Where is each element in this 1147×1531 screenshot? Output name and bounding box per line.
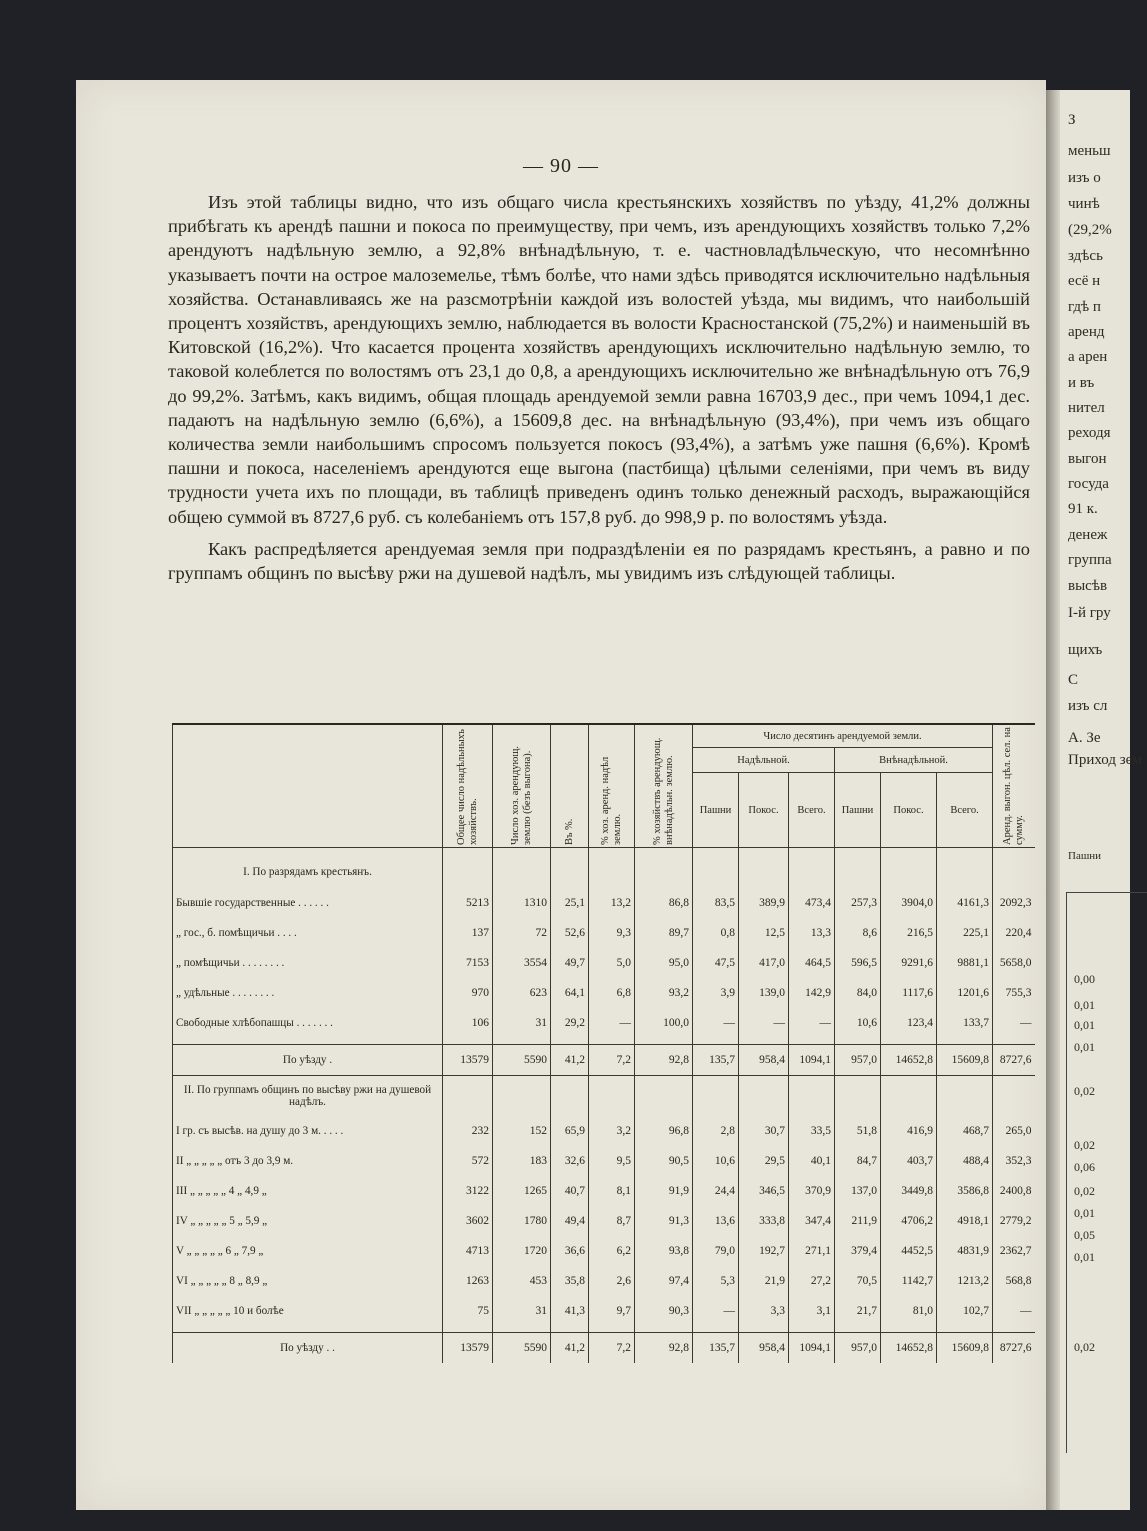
table-cell: 958,4 — [739, 1045, 789, 1076]
section-title-row — [173, 1076, 1035, 1117]
next-page-text-fragment: А. Зе — [1068, 730, 1101, 746]
table-cell: 370,9 — [789, 1176, 835, 1206]
row-label: „ помѣщичьи . . . . . . . . — [173, 948, 443, 978]
table-cell: 352,3 — [993, 1146, 1035, 1176]
table-row — [173, 918, 1035, 948]
table-cell: 7,2 — [589, 1045, 635, 1076]
table-cell: 1094,1 — [789, 1045, 835, 1076]
header-renting-households: Число хоз. арендующ. землю (безъ выгона). — [509, 745, 533, 845]
section-title-row — [173, 856, 1035, 888]
table-cell: 958,4 — [739, 1333, 789, 1364]
table-cell: 9,7 — [589, 1296, 635, 1326]
table-cell: 8727,6 — [993, 1045, 1035, 1076]
label-header-cell — [173, 724, 443, 848]
table-cell: 29,5 — [739, 1146, 789, 1176]
table-cell: 84,0 — [835, 978, 881, 1008]
table-cell: 3586,8 — [937, 1176, 993, 1206]
table-cell: 65,9 — [551, 1116, 589, 1146]
table-cell: 51,8 — [835, 1116, 881, 1146]
table-cell: 91,3 — [635, 1206, 693, 1236]
next-page-number: 0,01 — [1074, 1250, 1095, 1264]
header-pasture-rent: Аренд. выгон. цѣл. сел. на сумму. — [1001, 727, 1025, 845]
table-cell: 152 — [493, 1116, 551, 1146]
table-cell: 211,9 — [835, 1206, 881, 1236]
table-cell: 8,1 — [589, 1176, 635, 1206]
table-cell: 102,7 — [937, 1296, 993, 1326]
table-row — [173, 1266, 1035, 1296]
book-page — [76, 80, 1046, 1510]
table-cell: 92,8 — [635, 1333, 693, 1364]
table-cell: 3,9 — [693, 978, 739, 1008]
table-cell: 1142,7 — [881, 1266, 937, 1296]
table-cell: 90,5 — [635, 1146, 693, 1176]
table-cell: 10,6 — [693, 1146, 739, 1176]
table-cell: 93,8 — [635, 1236, 693, 1266]
table-cell: 1263 — [443, 1266, 493, 1296]
table-cell: 90,3 — [635, 1296, 693, 1326]
table-cell: 2779,2 — [993, 1206, 1035, 1236]
table-cell: 379,4 — [835, 1236, 881, 1266]
table-cell: 257,3 — [835, 888, 881, 918]
table-cell: 64,1 — [551, 978, 589, 1008]
table-cell: 4452,5 — [881, 1236, 937, 1266]
table-cell: 623 — [493, 978, 551, 1008]
table-row — [173, 978, 1035, 1008]
table-cell: 225,1 — [937, 918, 993, 948]
paragraph: Изъ этой таблицы видно, что изъ общаго числа крестьянскихъ хозяйствъ по уѣзду, 41,2% должны прибѣгать къ арендѣ пашни и покоса по преимуществу, при чемъ, изъ арендующихъ хозяйствъ только 7,2% арендуютъ надѣльную землю, а 92,8% внѣнадѣльную, т. е. частновладѣльческую, что несомнѣнно указываетъ почти на острое малоземелье, тѣмъ болѣе, что нами здѣсь приводятся исключительно надѣльныя хозяйства. Останавливаясь же на разсмотрѣніи каждой изъ волостей уѣзда, мы видимъ, что наибольшій процентъ хозяйствъ, арендующихъ землю, наблюдается въ волости Красностанской (75,2%) и наименьшій въ Китовской (16,2%). Что касается процента хозяйствъ арендующихъ исключительно надѣльную землю, то таковой колеблется по волостямъ отъ 23,1 до 0,8, а арендующихъ исключительно же внѣнадѣльную отъ 76,9 до 99,2%. Затѣмъ, какъ видимъ, общая площадь арендуемой земли равна 16703,9 дес., при чемъ 1094,1 дес. падаютъ на надѣльную землю (6,6%), а 15609,8 дес. на внѣнадѣльную (93,4%), при чемъ изъ общаго количества земли наибольшимъ спросомъ пользуется покосъ (93,4%), а затѣмъ уже пашня (6,6%). Кромѣ пашни и покоса, населеніемъ арендуются еще выгона (пастбища) цѣлыми селеніями, при чемъ въ виду трудности учета ихъ по площади, въ таблицѣ приведенъ одинъ только денежный расходъ, выражающійся общею суммой въ 8727,6 руб. съ колебаніемъ отъ 157,8 руб. до 998,9 р. по волостямъ уѣзда. — [168, 192, 1030, 527]
table-row — [173, 1116, 1035, 1146]
table-cell: 139,0 — [739, 978, 789, 1008]
header-pokos: Покос. — [881, 773, 937, 848]
table-cell: 13,6 — [693, 1206, 739, 1236]
next-page-text-fragment: (29,2% — [1068, 222, 1112, 238]
spacer-row — [173, 848, 1035, 857]
table-cell: 5658,0 — [993, 948, 1035, 978]
table-cell: 72 — [493, 918, 551, 948]
row-label: „ удѣльные . . . . . . . . — [173, 978, 443, 1008]
table-cell: 5,0 — [589, 948, 635, 978]
table-cell: 453 — [493, 1266, 551, 1296]
table-cell: 13,3 — [789, 918, 835, 948]
table-row — [173, 1045, 1035, 1076]
book-spine — [1046, 90, 1060, 1510]
table-cell: — — [693, 1008, 739, 1038]
table-cell: 1310 — [493, 888, 551, 918]
next-page-text-fragment: щихъ — [1068, 642, 1103, 658]
table-cell: 135,7 — [693, 1333, 739, 1364]
table-cell: 49,7 — [551, 948, 589, 978]
next-page-text-fragment: С — [1068, 672, 1079, 688]
table-cell: 29,2 — [551, 1008, 589, 1038]
next-page-number: 0,02 — [1074, 1340, 1095, 1354]
row-label: По уѣзду . — [173, 1045, 443, 1076]
table-cell: 9,5 — [589, 1146, 635, 1176]
header-total-households: Общее число надѣльныхъ хозяйствъ. — [455, 729, 479, 845]
table-cell: 79,0 — [693, 1236, 739, 1266]
next-page-edge — [1060, 90, 1142, 1510]
table-cell: 47,5 — [693, 948, 739, 978]
table-cell: 35,8 — [551, 1266, 589, 1296]
statistics-table — [172, 723, 1034, 1433]
table-cell: 5213 — [443, 888, 493, 918]
header-vnenadel: Внѣнадѣльной. — [835, 748, 993, 773]
next-page-text-fragment: З — [1068, 112, 1076, 128]
table-cell: 21,9 — [739, 1266, 789, 1296]
table-cell: 4918,1 — [937, 1206, 993, 1236]
next-page-text-fragment: І-й гру — [1068, 605, 1111, 621]
table-cell: 347,4 — [789, 1206, 835, 1236]
header-desyatin-group: Число десятинъ арендуемой земли. — [693, 724, 993, 748]
next-page-text-fragment: нител — [1068, 400, 1105, 416]
table-cell: 2362,7 — [993, 1236, 1035, 1266]
table-cell: — — [693, 1296, 739, 1326]
next-page-text-fragment: здѣсь — [1068, 248, 1103, 264]
table-cell: 30,7 — [739, 1116, 789, 1146]
next-page-text-fragment: выгон — [1068, 451, 1107, 467]
row-label: Свободные хлѣбопашцы . . . . . . . — [173, 1008, 443, 1038]
next-page-text-fragment: меньш — [1068, 143, 1111, 159]
table-cell: 36,6 — [551, 1236, 589, 1266]
table-cell: 12,5 — [739, 918, 789, 948]
table-cell: 3,3 — [739, 1296, 789, 1326]
table-cell: 41,2 — [551, 1333, 589, 1364]
next-page-text-fragment: группа — [1068, 552, 1112, 568]
row-label: VII „ „ „ „ „ 10 и болѣе — [173, 1296, 443, 1326]
next-page-number: 0,01 — [1074, 998, 1095, 1012]
table-cell: 133,7 — [937, 1008, 993, 1038]
table-cell: 142,9 — [789, 978, 835, 1008]
table-cell: 92,8 — [635, 1045, 693, 1076]
table-cell: 106 — [443, 1008, 493, 1038]
table-cell: 15609,8 — [937, 1045, 993, 1076]
table-cell: 5590 — [493, 1045, 551, 1076]
table-row — [173, 948, 1035, 978]
table-cell: 2,8 — [693, 1116, 739, 1146]
table-cell: 31 — [493, 1008, 551, 1038]
next-page-text-fragment: чинѣ — [1068, 196, 1100, 212]
header-vsego: Всего. — [937, 773, 993, 848]
table-cell: 7,2 — [589, 1333, 635, 1364]
table-cell: 468,7 — [937, 1116, 993, 1146]
table-row — [173, 1206, 1035, 1236]
table-cell: 3554 — [493, 948, 551, 978]
table-cell: 83,5 — [693, 888, 739, 918]
table-cell: 3,2 — [589, 1116, 635, 1146]
next-page-number: 0,05 — [1074, 1228, 1095, 1242]
table-cell: 271,1 — [789, 1236, 835, 1266]
table-cell: 14652,8 — [881, 1045, 937, 1076]
table-cell: — — [993, 1296, 1035, 1326]
table-cell: 3,1 — [789, 1296, 835, 1326]
next-page-number: 0,02 — [1074, 1184, 1095, 1198]
table-cell: 3904,0 — [881, 888, 937, 918]
table-cell: 9291,6 — [881, 948, 937, 978]
table-cell: 6,8 — [589, 978, 635, 1008]
table-cell: 135,7 — [693, 1045, 739, 1076]
next-page-text-fragment: есё н — [1068, 273, 1101, 289]
table-cell: 137 — [443, 918, 493, 948]
table-cell: 389,9 — [739, 888, 789, 918]
row-label: IV „ „ „ „ „ 5 „ 5,9 „ — [173, 1206, 443, 1236]
table-cell: 755,3 — [993, 978, 1035, 1008]
row-label: „ гос., б. помѣщичьи . . . . — [173, 918, 443, 948]
table-cell: 13579 — [443, 1045, 493, 1076]
next-page-text-fragment: изъ сл — [1068, 698, 1108, 714]
section-title: II. По группамъ общинъ по высѣву ржи на душевой надѣлъ. — [173, 1076, 443, 1117]
table-cell: 95,0 — [635, 948, 693, 978]
table-cell: 1265 — [493, 1176, 551, 1206]
table-cell: 220,4 — [993, 918, 1035, 948]
table-cell: 96,8 — [635, 1116, 693, 1146]
header-pokos: Покос. — [739, 773, 789, 848]
table-cell: 15609,8 — [937, 1333, 993, 1364]
table-row — [173, 1296, 1035, 1326]
table-cell: 10,6 — [835, 1008, 881, 1038]
table-cell: 4713 — [443, 1236, 493, 1266]
table-cell: 417,0 — [739, 948, 789, 978]
table-cell: 41,3 — [551, 1296, 589, 1326]
header-pct-vnenadel: % хозяйствъ арендующ. внѣнадѣльн. землю. — [651, 737, 675, 845]
table-cell: 40,7 — [551, 1176, 589, 1206]
table-cell: 568,8 — [993, 1266, 1035, 1296]
table-cell: 216,5 — [881, 918, 937, 948]
table-cell: 84,7 — [835, 1146, 881, 1176]
table-cell: 8727,6 — [993, 1333, 1035, 1364]
table-cell: 24,4 — [693, 1176, 739, 1206]
table-cell: 32,6 — [551, 1146, 589, 1176]
table-cell: 9881,1 — [937, 948, 993, 978]
table-cell: 8,6 — [835, 918, 881, 948]
table-cell: 1117,6 — [881, 978, 937, 1008]
row-label: V „ „ „ „ „ 6 „ 7,9 „ — [173, 1236, 443, 1266]
table-cell: 4831,9 — [937, 1236, 993, 1266]
next-page-text-fragment: изъ о — [1068, 170, 1101, 186]
next-page-text-fragment: гдѣ п — [1068, 299, 1101, 315]
table-cell: 81,0 — [881, 1296, 937, 1326]
table-cell: 346,5 — [739, 1176, 789, 1206]
table-cell: 488,4 — [937, 1146, 993, 1176]
table-cell: — — [789, 1008, 835, 1038]
table-cell: 49,4 — [551, 1206, 589, 1236]
header-pashni: Пашни — [693, 773, 739, 848]
row-label: По уѣзду . . — [173, 1333, 443, 1364]
table-cell: 89,7 — [635, 918, 693, 948]
table-cell: 6,2 — [589, 1236, 635, 1266]
table-cell: 1094,1 — [789, 1333, 835, 1364]
paragraph: Какъ распредѣляется арендуемая земля при подраздѣленіи ея по разрядамъ крестьянъ, а равно и по группамъ общинъ по высѣву ржи на душевой надѣлъ, мы увидимъ изъ слѣдующей таблицы. — [168, 538, 1030, 584]
table-cell: 41,2 — [551, 1045, 589, 1076]
next-page-text-fragment: и въ — [1068, 375, 1095, 391]
table-cell: 403,7 — [881, 1146, 937, 1176]
table-cell: — — [739, 1008, 789, 1038]
table-row — [173, 1333, 1035, 1364]
next-page-text-fragment: высѣв — [1068, 578, 1108, 594]
table-cell: 4161,3 — [937, 888, 993, 918]
table-cell: 137,0 — [835, 1176, 881, 1206]
table-cell: 416,9 — [881, 1116, 937, 1146]
row-label: II „ „ „ „ „ отъ 3 до 3,9 м. — [173, 1146, 443, 1176]
next-page-text-fragment: Пашни — [1068, 850, 1102, 862]
next-page-text-fragment: денеж — [1068, 527, 1108, 543]
table-cell: 25,1 — [551, 888, 589, 918]
table-cell: 596,5 — [835, 948, 881, 978]
table-cell: 572 — [443, 1146, 493, 1176]
table-cell: 27,2 — [789, 1266, 835, 1296]
table-cell: 473,4 — [789, 888, 835, 918]
table-cell: 8,7 — [589, 1206, 635, 1236]
next-page-number: 0,01 — [1074, 1040, 1095, 1054]
body-text — [168, 190, 1030, 585]
table-cell: 4706,2 — [881, 1206, 937, 1236]
table-cell: 93,2 — [635, 978, 693, 1008]
header-nadel: Надѣльной. — [693, 748, 835, 773]
table-cell: 183 — [493, 1146, 551, 1176]
table-row — [173, 1008, 1035, 1038]
next-page-number: 0,06 — [1074, 1160, 1095, 1174]
table-cell: 3602 — [443, 1206, 493, 1236]
next-page-text-fragment: аренд — [1068, 324, 1105, 340]
row-label: III „ „ „ „ „ 4 „ 4,9 „ — [173, 1176, 443, 1206]
table-cell: 232 — [443, 1116, 493, 1146]
table-row — [173, 888, 1035, 918]
header-percent: Въ %. — [563, 818, 575, 845]
table-cell: 33,5 — [789, 1116, 835, 1146]
table-cell: 14652,8 — [881, 1333, 937, 1364]
row-label: Бывшіе государственные . . . . . . — [173, 888, 443, 918]
table-row — [173, 1236, 1035, 1266]
table-cell: 40,1 — [789, 1146, 835, 1176]
table-cell: 1780 — [493, 1206, 551, 1236]
table-cell: 52,6 — [551, 918, 589, 948]
header-pct-nadel: % хоз. аренд. надѣл землю. — [599, 756, 623, 845]
next-page-number: 0,01 — [1074, 1018, 1095, 1032]
table-cell: 70,5 — [835, 1266, 881, 1296]
table-cell: 91,9 — [635, 1176, 693, 1206]
next-page-text-fragment: Приход зем — [1068, 752, 1142, 768]
next-page-number: 0,00 — [1074, 972, 1095, 986]
table-cell: 123,4 — [881, 1008, 937, 1038]
header-vsego: Всего. — [789, 773, 835, 848]
table-cell: 2092,3 — [993, 888, 1035, 918]
table-cell: — — [993, 1008, 1035, 1038]
table-cell: 21,7 — [835, 1296, 881, 1326]
table-cell: 265,0 — [993, 1116, 1035, 1146]
table-row — [173, 1176, 1035, 1206]
table-cell: 333,8 — [739, 1206, 789, 1236]
table-cell: 957,0 — [835, 1045, 881, 1076]
section-title: I. По разрядамъ крестьянъ. — [173, 856, 443, 888]
next-page-text-fragment: госуда — [1068, 476, 1109, 492]
table-cell: 7153 — [443, 948, 493, 978]
header-pashni: Пашни — [835, 773, 881, 848]
table-cell: 2400,8 — [993, 1176, 1035, 1206]
table-cell: 9,3 — [589, 918, 635, 948]
table-cell: 192,7 — [739, 1236, 789, 1266]
table-cell: 13579 — [443, 1333, 493, 1364]
table-cell: 97,4 — [635, 1266, 693, 1296]
table-cell: 5590 — [493, 1333, 551, 1364]
table-cell: 3122 — [443, 1176, 493, 1206]
table-cell: 5,3 — [693, 1266, 739, 1296]
table-cell: 957,0 — [835, 1333, 881, 1364]
table-cell: 1720 — [493, 1236, 551, 1266]
row-label: VI „ „ „ „ „ 8 „ 8,9 „ — [173, 1266, 443, 1296]
table-cell: 0,8 — [693, 918, 739, 948]
table-cell: 100,0 — [635, 1008, 693, 1038]
next-page-number: 0,02 — [1074, 1138, 1095, 1152]
table-row — [173, 1146, 1035, 1176]
table-cell: 1201,6 — [937, 978, 993, 1008]
page-number: — 90 — — [523, 155, 599, 177]
table-cell: 86,8 — [635, 888, 693, 918]
next-page-text-fragment: 91 к. — [1068, 501, 1098, 517]
table-cell: 3449,8 — [881, 1176, 937, 1206]
table-cell: 464,5 — [789, 948, 835, 978]
row-label: I гр. съ высѣв. на душу до 3 м. . . . . — [173, 1116, 443, 1146]
next-page-text-fragment: а арен — [1068, 349, 1108, 365]
table-cell: 970 — [443, 978, 493, 1008]
table-cell: 1213,2 — [937, 1266, 993, 1296]
table-cell: 75 — [443, 1296, 493, 1326]
next-page-number: 0,02 — [1074, 1084, 1095, 1098]
table-cell: 31 — [493, 1296, 551, 1326]
table-cell: 13,2 — [589, 888, 635, 918]
table-cell: — — [589, 1008, 635, 1038]
next-page-number: 0,01 — [1074, 1206, 1095, 1220]
next-page-text-fragment: реходя — [1068, 425, 1111, 441]
table-cell: 2,6 — [589, 1266, 635, 1296]
